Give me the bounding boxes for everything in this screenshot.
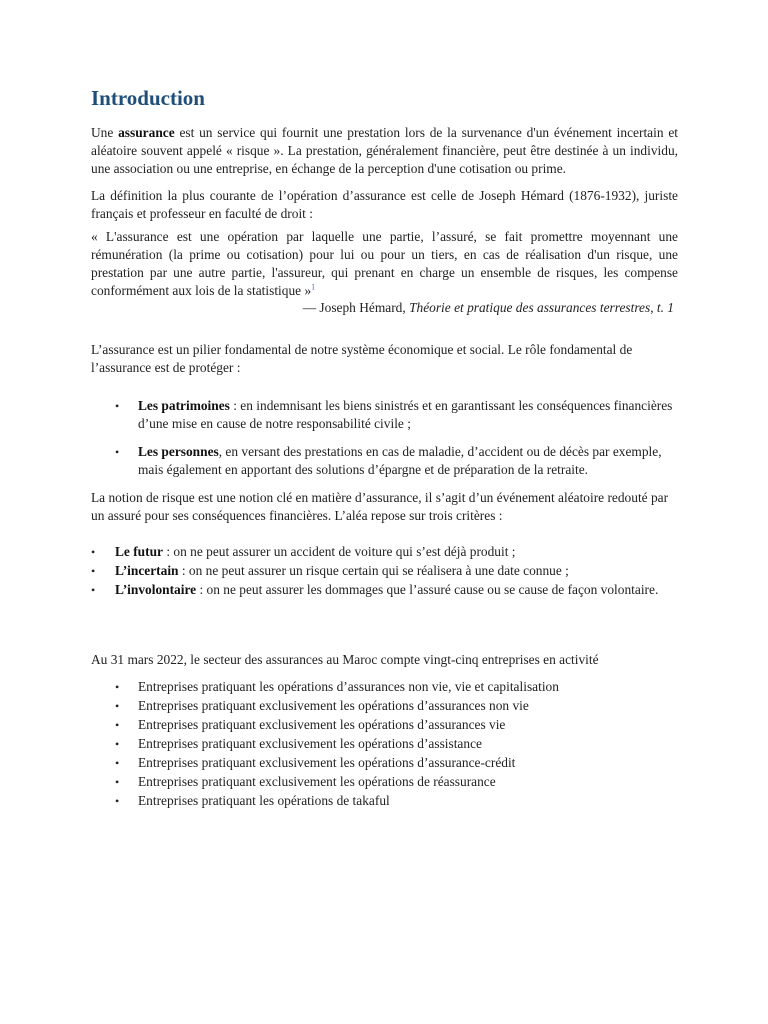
footnote-link[interactable]: 1 xyxy=(311,282,316,292)
quote-book-title: Théorie et pratique des assurances terrestres, t. 1 xyxy=(409,300,674,315)
pillar-paragraph: L’assurance est un pilier fondamental de notre système économique et social. Le rôle fondamental de l’assurance est de protéger : xyxy=(91,342,633,375)
list-item xyxy=(115,397,678,433)
list-item xyxy=(91,543,678,561)
bullet-icon: • xyxy=(115,718,120,732)
list-item-text: Entreprises pratiquant les opérations de takaful xyxy=(138,793,390,808)
list-item xyxy=(115,773,678,791)
bullet-icon: • xyxy=(115,680,120,694)
list-item-bold: L’involontaire xyxy=(115,582,197,597)
notion-paragraph: La notion de risque est une notion clé en matière d’assurance, il s’agit d’un événement aléatoire redouté par un assuré pour ses conséquences financières. L’aléa repose sur trois critères : xyxy=(91,490,669,523)
list-item-text: Entreprises pratiquant exclusivement les opérations d’assurances non vie xyxy=(138,698,529,713)
list-item-text: : on ne peut assurer un accident de voiture qui s’est déjà produit ; xyxy=(162,544,516,559)
quote-text: « L'assurance est une opération par laquelle une partie, l’assuré, se fait promettre moyennant une rémunération (la prime ou cotisation) pour lui ou pour un tiers, en cas de réalisation d'un risque, une prestation par une autre partie, l'assureur, qui prenant en charge un ensemble de risques, les compense conformément aux lois de la statistique » xyxy=(91,229,678,298)
list-item xyxy=(115,678,678,696)
intro-before: Une xyxy=(91,125,119,140)
bullet-icon: • xyxy=(115,737,120,751)
list-item xyxy=(115,735,678,753)
list-item-text: Entreprises pratiquant exclusivement les opérations d’assistance xyxy=(138,736,482,751)
quote-paragraph xyxy=(91,228,678,300)
quote-author: — Joseph Hémard, xyxy=(302,300,410,315)
intro-paragraph xyxy=(91,124,678,178)
list-item-text: Entreprises pratiquant exclusivement les opérations de réassurance xyxy=(138,774,496,789)
intro-keyword: assurance xyxy=(118,125,175,140)
criteria-list xyxy=(91,543,678,599)
bullet-icon: • xyxy=(115,399,120,413)
list-item-text: , en versant des prestations en cas de maladie, d’accident ou de décès par exemple, mais également en apportant des solutions d’épargne et de préparation de la retraite. xyxy=(138,444,662,477)
definition-paragraph: La définition la plus courante de l’opération d’assurance est celle de Joseph Hémard (1876-1932), juriste français et professeur en faculté de droit : xyxy=(91,188,678,221)
maroc-paragraph: Au 31 mars 2022, le secteur des assurances au Maroc compte vingt-cinq entreprises en activité xyxy=(91,652,599,667)
list-item xyxy=(115,697,678,715)
list-item-bold: Le futur xyxy=(115,544,163,559)
intro-after: est un service qui fournit une prestation lors de la survenance d'un événement incertain et aléatoire souvent appelé « risque ». La prestation, généralement financière, peut être destinée à un individu, une association ou une entreprise, en échange de la perception d'une cotisation ou prime. xyxy=(91,125,678,176)
list-item xyxy=(115,716,678,734)
bullet-icon: • xyxy=(115,699,120,713)
list-item-bold: Les patrimoines xyxy=(138,398,230,413)
list-item-text: : en indemnisant les biens sinistrés et en garantissant les conséquences financières d’une mise en cause de notre responsabilité civile ; xyxy=(138,398,673,431)
list-item xyxy=(115,792,678,810)
bullet-icon: • xyxy=(91,564,96,578)
list-item xyxy=(91,562,678,580)
bullet-icon: • xyxy=(115,445,120,459)
list-item-bold: L’incertain xyxy=(115,563,179,578)
page-title: Introduction xyxy=(91,86,205,110)
list-item xyxy=(115,754,678,772)
list-item-text: Entreprises pratiquant les opérations d’assurances non vie, vie et capitalisation xyxy=(138,679,559,694)
protect-list xyxy=(91,397,678,479)
bullet-icon: • xyxy=(115,756,120,770)
companies-list xyxy=(91,678,678,810)
list-item-text: : on ne peut assurer un risque certain qui se réalisera à une date connue ; xyxy=(178,563,569,578)
quote-source xyxy=(91,299,678,317)
list-item-text: Entreprises pratiquant exclusivement les opérations d’assurances vie xyxy=(138,717,506,732)
bullet-icon: • xyxy=(91,583,96,597)
list-item-bold: Les personnes xyxy=(138,444,219,459)
bullet-icon: • xyxy=(91,545,96,559)
bullet-icon: • xyxy=(115,794,120,808)
list-item xyxy=(115,443,678,479)
bullet-icon: • xyxy=(115,775,120,789)
list-item-text: Entreprises pratiquant exclusivement les opérations d’assurance-crédit xyxy=(138,755,516,770)
list-item xyxy=(91,581,678,599)
list-item-text: : on ne peut assurer les dommages que l’assuré cause ou se cause de façon volontaire. xyxy=(196,582,659,597)
